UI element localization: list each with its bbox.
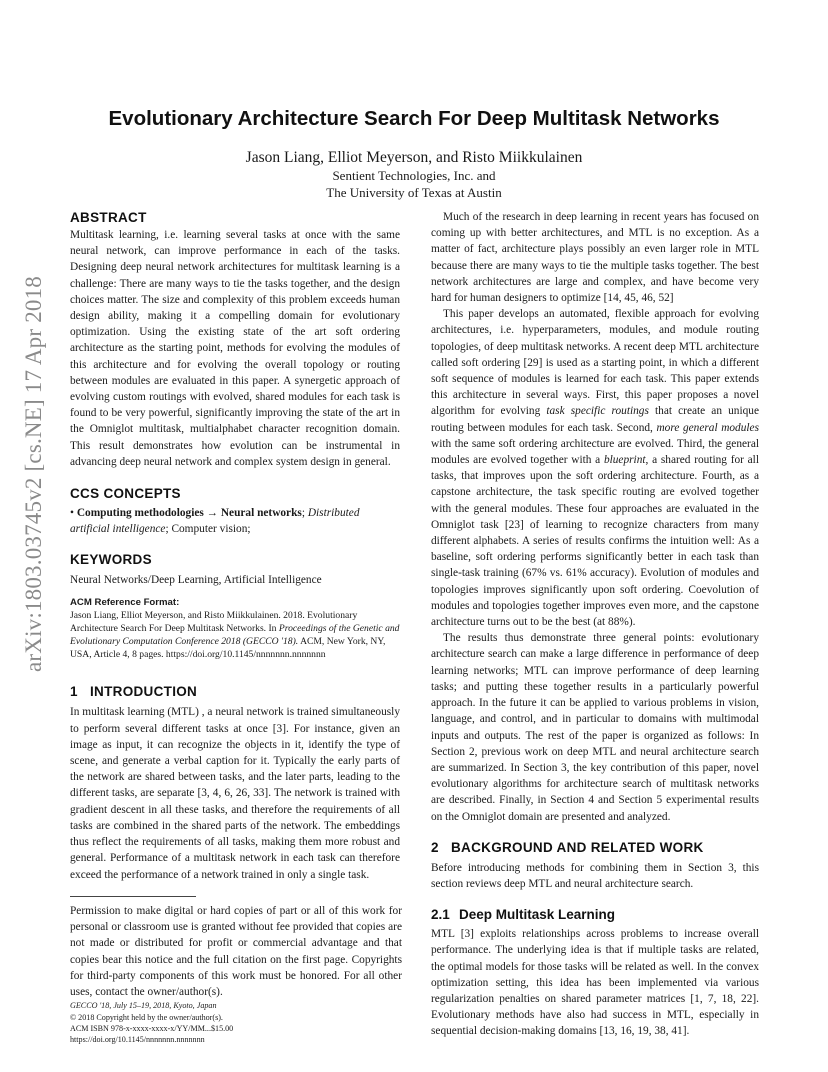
left-column xyxy=(70,209,400,883)
footnote-rule xyxy=(70,896,196,897)
permission-notice: Permission to make digital or hard copies of part or all of this work for personal or classroom use is granted without fee provided that copies are not made or distributed for profit or commercial advantage and that copies bear this notice and the full citation on the first page. Copyrights for third-party components of this work must be honored. For all other uses, contact the owner/author(s). xyxy=(70,905,402,999)
arxiv-stamp: arXiv:1803.03745v2 [cs.NE] 17 Apr 2018 xyxy=(21,276,46,672)
acm-ref-pre: Jason Liang, Elliot Meyerson, and Risto Miikkulainen. 2018. Evolutionary Architecture Search For Deep Multitask Networks. In xyxy=(70,609,358,634)
intro-p3-italic-1: task specific routings xyxy=(546,405,649,418)
ccs-sep: ; xyxy=(301,507,308,520)
ccs-rest: ; Computer vision; xyxy=(165,523,251,536)
section-2-heading xyxy=(431,839,759,856)
doi-line: https://doi.org/10.1145/nnnnnnn.nnnnnnn xyxy=(70,1035,205,1045)
ccs-heading: CCS CONCEPTS xyxy=(70,486,181,502)
intro-paragraph-3 xyxy=(431,306,759,630)
ccs-italic-concept: Distributed artificial intelligence xyxy=(70,507,360,536)
copyright-footnote xyxy=(70,903,402,1045)
abstract-text: Multitask learning, i.e. learning several tasks at once with the same neural network, can improve performance in each of the tasks. Designing deep neural network architectures for multitask learning is a challenge: There are many ways to tie the tasks together, and the design choices matter. The size and complexity of this problem exceeds human design ability, making it a compelling domain for evolutionary optimization. Using the existing state of the art soft ordering architecture as the starting point, methods for evolving the modules of this architecture and for evolving the overall topology or routing between modules are evaluated in this paper. A synergetic approach of evolving custom routings with evolved, shared modules for each task is found to be very powerful, significantly improving the state of the art in the Omniglot multitask, multialphabet character recognition domain. This result demonstrates how evolution can be instrumental in advancing deep neural network and complex system design in general. xyxy=(70,229,400,468)
abstract-heading: ABSTRACT xyxy=(70,210,147,225)
subsection-2-1-heading xyxy=(431,906,759,923)
isbn-line: ACM ISBN 978-x-xxxx-xxxx-x/YY/MM...$15.00 xyxy=(70,1023,234,1033)
section-2-number: 2 xyxy=(431,839,439,855)
affiliation-1: Sentient Technologies, Inc. and xyxy=(332,168,496,183)
intro-p3-part-b: that create an unique routing between modules for each task. Second, xyxy=(431,405,759,434)
ccs-bullet: • xyxy=(70,507,74,520)
intro-p3-italic-3: blueprint xyxy=(603,454,646,467)
section-1-title: INTRODUCTION xyxy=(90,684,198,700)
paper-title: Evolutionary Architecture Search For Deep Multitask Networks xyxy=(108,107,720,130)
section-2-title: BACKGROUND AND RELATED WORK xyxy=(451,839,704,855)
ccs-concepts xyxy=(70,505,400,537)
intro-paragraph-2: Much of the research in deep learning in recent years has focused on coming up with better architectures, and MTL is no exception. As a matter of fact, architecture plays possibly an even larger role in MTL because there are many ways to tie the multiple tasks together. The best network architectures are large and complex, and have become very hard for human designers to optimize [14, 45, 46, 52] xyxy=(431,211,759,305)
background-text: Before introducing methods for combining them in Section 3, this section reviews deep MTL and neural architecture search. xyxy=(431,861,759,890)
intro-paragraph-1: In multitask learning (MTL) , a neural network is trained simultaneously to perform several different tasks at once [3]. For instance, given an image as input, it can recognize the objects in it, identify the type of scene, and generate a verbal caption for it. Typically the early parts of the network are shared between tasks, and the later parts, leading to the different tasks, are separate [3, 4, 6, 26, 33]. The network is trained with gradient descent in all these tasks, and therefore the requirements of all tasks are combined in the shared parts of the network. The embeddings thus reflect the requirements of all tasks, making them more robust and general. Performance of a multitask network in each task can therefore exceed the performance of a network trained in only a single task. xyxy=(70,706,400,881)
section-1-number: 1 xyxy=(70,684,78,700)
acm-ref-post: ACM, New York, NY, USA, Article 4, 8 pages. https://doi.org/10.1145/nnnnnnn.nnnnnnn xyxy=(70,636,386,661)
subsection-2-1-number: 2.1 xyxy=(431,907,450,923)
copyright-line: © 2018 Copyright held by the owner/author(s). xyxy=(70,1012,223,1022)
section-1-heading xyxy=(70,683,400,700)
subsection-2-1-text: MTL [3] exploits relationships across problems to increase overall performance. The underlying idea is that if multiple tasks are related, the optimal models for those tasks will be related as well. In the convex optimization setting, this idea has been implemented via various regularization penalties on shared parameter matrices [1, 7, 18, 22]. Evolutionary methods have also had success in MTL, especially in sequential decision-making domains [13, 16, 19, 38, 41]. xyxy=(431,928,759,1038)
intro-p3-part-a: This paper develops an automated, flexible approach for evolving architectures, i.e. hyperparameters, modules, and module routing topologies, of deep multitask networks. A recent deep MTL architecture called soft ordering [29] is used as a starting point, in which a different soft sequence of modules is learned for each task. This paper extends this architecture in several ways. First, this paper proposes a novel algorithm for evolving xyxy=(431,308,759,418)
keywords-text: Neural Networks/Deep Learning, Artificial Intelligence xyxy=(70,574,322,587)
acm-ref-proceedings: Proceedings of the Genetic and Evolutionary Computation Conference 2018 (GECCO '18). xyxy=(70,622,400,648)
acm-reference-text xyxy=(70,609,400,662)
acm-reference-heading: ACM Reference Format: xyxy=(70,596,180,608)
ccs-bold-concept: Computing methodologies → Neural networks xyxy=(76,507,302,520)
intro-paragraph-4: The results thus demonstrate three general points: evolutionary architecture search can make a large difference in performance of deep learning networks; MTL can improve performance of deep learning tasks; and putting these together results in a particularly powerful approach. In the future it can be applied to various problems in vision, language, and control, and in particular to domains with multimodal inputs and outputs. The rest of the paper is organized as follows: In Section 2, previous work on deep MTL and neural architecture search are summarized. In Section 3, the key contribution of this paper, novel evolutionary algorithms for architecture search of multitask networks are described. Finally, in Section 4 and Section 5 experimental results on the Omniglot domain are presented and analyzed. xyxy=(431,632,759,823)
intro-p3-part-c: with the same soft ordering architecture are evolved. Third, the general modules are evolved together with a xyxy=(431,437,759,467)
author-list: Jason Liang, Elliot Meyerson, and Risto Miikkulainen xyxy=(245,149,583,166)
subsection-2-1-title: Deep Multitask Learning xyxy=(459,907,616,923)
affiliation-2: The University of Texas at Austin xyxy=(326,185,502,200)
intro-p3-italic-2: more general modules xyxy=(656,421,759,434)
intro-p3-part-d: , a shared routing for all tasks, that improves upon the soft ordering architecture. Fourth, as a capstone architecture, the task specific routing are evolved together with the general modules. These four approaches are evaluated in the Omniglot task [23] of learning to recognize characters from many different alphabets. A series of results confirms the intuition well: As a baseline, soft ordering performs significantly better in each task than single-task training (67% vs. 61% accuracy). Evolution of modules and topologies improves significantly upon soft ordering. Coevolution of modules and topologies together improves even more, and the capstone architecture turns out to be the best (at 88%). xyxy=(431,454,759,629)
keywords-heading: KEYWORDS xyxy=(70,552,152,568)
right-column xyxy=(431,209,759,1040)
conference-venue: GECCO '18, July 15–19, 2018, Kyoto, Japan xyxy=(70,1001,217,1011)
